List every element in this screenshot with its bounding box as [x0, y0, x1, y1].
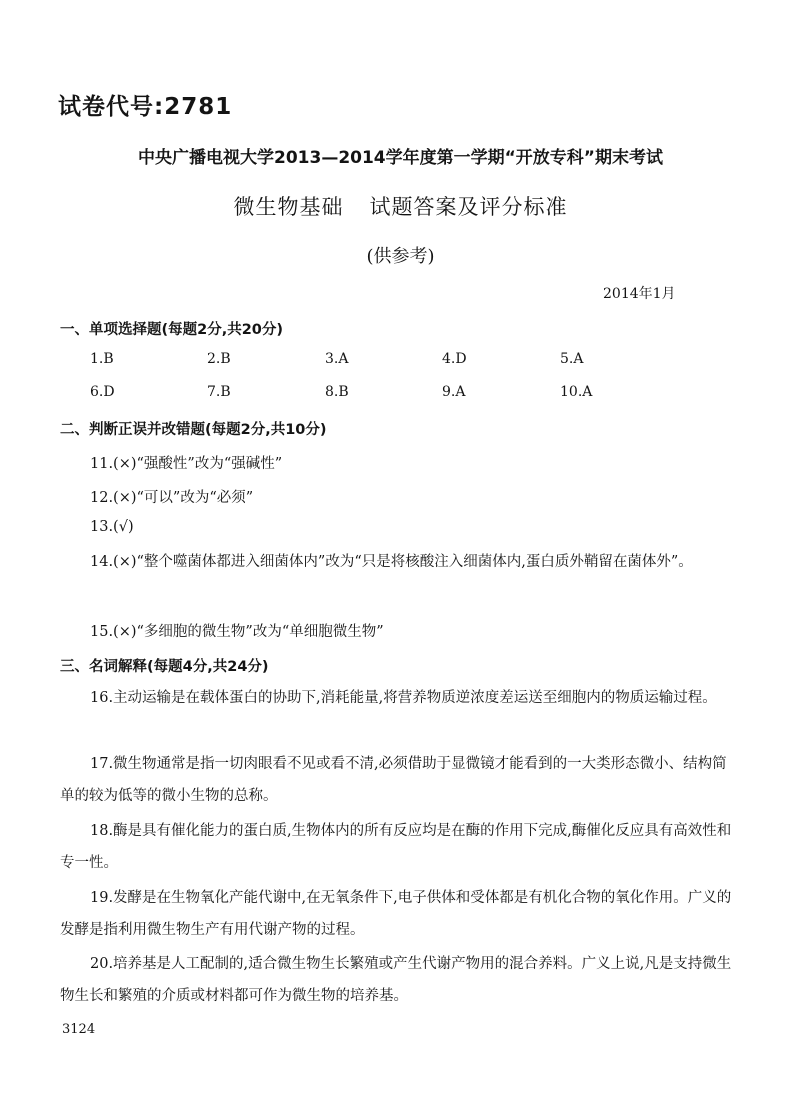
true-false-item: 14.(×)“整个噬菌体都进入细菌体内”改为“只是将核酸注入细菌体内,蛋白质外鞘留在菌体外”。 [90, 554, 693, 570]
section-heading-multiple-choice: 一、单项选择题(每题2分,共20分) [60, 322, 284, 338]
definition-item: 16.主动运输是在载体蛋白的协助下,消耗能量,将营养物质逆浓度差运送至细胞内的物质运输过程。 [90, 690, 717, 706]
true-false-item: 11.(×)“强酸性”改为“强碱性” [90, 456, 283, 472]
choice-answer: 3.A [325, 351, 349, 367]
choice-answer: 9.A [442, 384, 466, 400]
doc-title-description: 试题答案及评分标准 [369, 195, 568, 219]
true-false-item: 15.(×)“多细胞的微生物”改为“单细胞微生物” [90, 624, 384, 640]
choice-answer: 8.B [325, 384, 349, 400]
section-heading-term-definitions: 三、名词解释(每题4分,共24分) [60, 659, 269, 675]
definition-item: 20.培养基是人工配制的,适合微生物生长繁殖或产生代谢产物用的混合养料。广义上说,凡是支持微生物生长和繁殖的介质或材料都可作为微生物的培养基。 [60, 956, 732, 1004]
paper-code: 试卷代号:2781 [58, 94, 233, 120]
definition-item: 19.发酵是在生物氧化产能代谢中,在无氧条件下,电子供体和受体都是有机化合物的氧化作用。广义的发酵是指利用微生物生产有用代谢产物的过程。 [60, 890, 732, 938]
page-number: 3124 [62, 1022, 96, 1037]
definition-item: 18.酶是具有催化能力的蛋白质,生物体内的所有反应均是在酶的作用下完成,酶催化反应具有高效性和专一性。 [60, 823, 732, 871]
exam-title: 中央广播电视大学2013—2014学年度第一学期“开放专科”期末考试 [138, 148, 663, 168]
reference-note: (供参考) [366, 246, 435, 267]
choice-answer: 10.A [560, 384, 593, 400]
choice-answer: 4.D [442, 351, 467, 367]
exam-date: 2014年1月 [603, 286, 676, 302]
choice-answer: 6.D [90, 384, 115, 400]
choice-answer: 1.B [90, 351, 114, 367]
true-false-item: 12.(×)“可以”改为“必须” [90, 490, 254, 506]
definition-item: 17.微生物通常是指一切肉眼看不见或看不清,必须借助于显微镜才能看到的一大类形态微小、结构简单的较为低等的微小生物的总称。 [60, 756, 727, 804]
choice-answer: 2.B [207, 351, 231, 367]
doc-title-subject: 微生物基础 [233, 195, 344, 219]
choice-answer: 7.B [207, 384, 231, 400]
choice-answer: 5.A [560, 351, 584, 367]
true-false-item: 13.(√) [90, 519, 134, 535]
doc-title [0, 191, 801, 221]
section-heading-true-false: 二、判断正误并改错题(每题2分,共10分) [60, 422, 327, 438]
